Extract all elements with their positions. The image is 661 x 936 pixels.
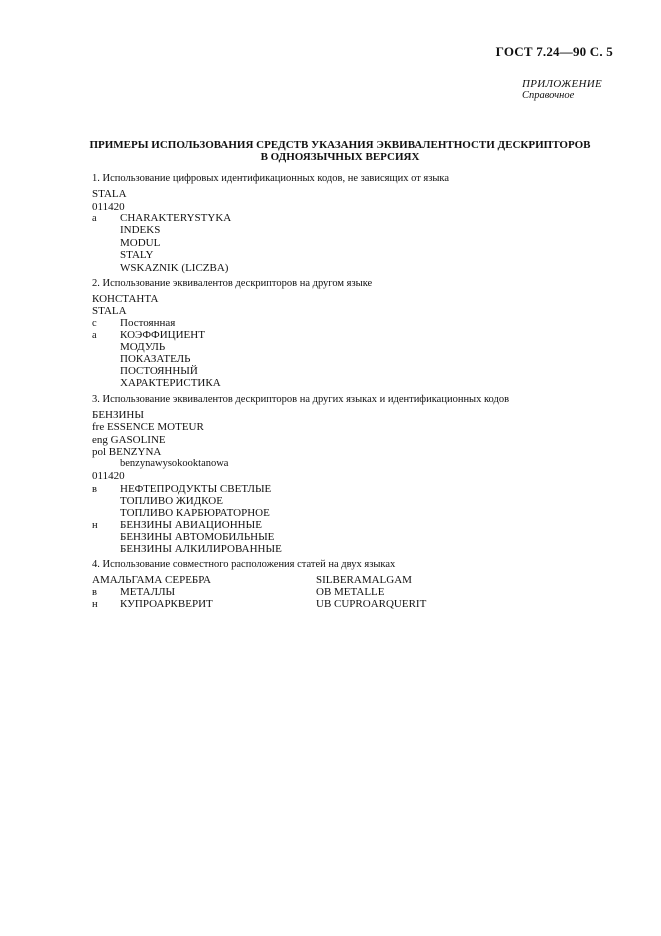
s2-mark-c: с xyxy=(92,318,97,329)
s1-code: 011420 xyxy=(92,201,125,213)
s3-n-item: БЕНЗИНЫ АВИАЦИОННЫЕ xyxy=(120,519,262,531)
s1-item: INDEKS xyxy=(120,224,161,236)
s1-item: CHARAKTERYSTYKA xyxy=(120,212,232,224)
s4-left-term: АМАЛЬГАМА СЕРЕБРА xyxy=(92,574,211,586)
s3-mark-v: в xyxy=(92,484,97,495)
page-header: ГОСТ 7.24—90 С. 5 xyxy=(495,44,613,59)
section-1-heading: 1. Использование цифровых идентификационных кодов, не зависящих от языка xyxy=(92,173,450,184)
page-title-line2: В ОДНОЯЗЫЧНЫХ ВЕРСИЯХ xyxy=(260,151,420,163)
s1-mark-a: a xyxy=(92,213,97,224)
s4-right-term: SILBERAMALGAM xyxy=(316,574,412,586)
s4-right-v: OB METALLE xyxy=(316,586,385,598)
reference-label: Справочное xyxy=(522,90,575,101)
section-4-heading: 4. Использование совместного расположения статей на двух языках xyxy=(92,559,396,570)
s2-item: КОЭФФИЦИЕНТ xyxy=(120,329,205,341)
s4-mark-n: н xyxy=(92,599,98,610)
s3-pol: pol BENZYNA xyxy=(92,446,162,458)
s3-v-item: ТОПЛИВО ЖИДКОЕ xyxy=(120,495,223,507)
s3-mark-n: н xyxy=(92,520,98,531)
s2-term2: STALA xyxy=(92,305,127,317)
s1-item: MODUL xyxy=(120,237,161,249)
s3-n-item: БЕНЗИНЫ АВТОМОБИЛЬНЫЕ xyxy=(120,531,275,543)
s2-item: ПОСТОЯННЫЙ xyxy=(120,365,198,377)
s4-left-v: МЕТАЛЛЫ xyxy=(120,586,176,598)
s2-item: ХАРАКТЕРИСТИКА xyxy=(120,377,221,389)
s3-code: 011420 xyxy=(92,470,125,482)
s3-fre: fre ESSENCE MOTEUR xyxy=(92,421,204,433)
s2-item: МОДУЛЬ xyxy=(120,341,166,353)
s3-eng: eng GASOLINE xyxy=(92,434,166,446)
page-title-line1: ПРИМЕРЫ ИСПОЛЬЗОВАНИЯ СРЕДСТВ УКАЗАНИЯ ЭКВИВАЛЕНТНОСТИ ДЕСКРИПТОРОВ xyxy=(89,139,591,151)
s2-c-item: Постоянная xyxy=(120,317,176,329)
s1-item: STALY xyxy=(120,249,154,261)
s1-term: STALA xyxy=(92,188,127,200)
section-3-heading: 3. Использование эквивалентов дескрипторов на других языках и идентификационных кодов xyxy=(92,394,510,405)
s4-right-n: UB CUPROARQUERIT xyxy=(316,598,427,610)
s2-item: ПОКАЗАТЕЛЬ xyxy=(120,353,191,365)
s3-term: БЕНЗИНЫ xyxy=(92,409,144,421)
section-2-heading: 2. Использование эквивалентов дескрипторов на другом языке xyxy=(92,278,373,289)
s1-item: WSKAZNIK (LICZBA) xyxy=(120,262,229,274)
s3-n-item: БЕНЗИНЫ АЛКИЛИРОВАННЫЕ xyxy=(120,543,282,555)
s3-v-item: НЕФТЕПРОДУКТЫ СВЕТЛЫЕ xyxy=(120,483,272,495)
appendix-label: ПРИЛОЖЕНИЕ xyxy=(522,78,602,90)
s4-left-n: КУПРОАРКВЕРИТ xyxy=(120,598,213,610)
s3-v-item: ТОПЛИВО КАРБЮРАТОРНОЕ xyxy=(120,507,270,519)
s2-term: КОНСТАНТА xyxy=(92,293,159,305)
s3-pol-sub: benzynawysokooktanowa xyxy=(120,458,229,469)
s2-mark-a: а xyxy=(92,330,97,341)
s4-mark-v: в xyxy=(92,587,97,598)
